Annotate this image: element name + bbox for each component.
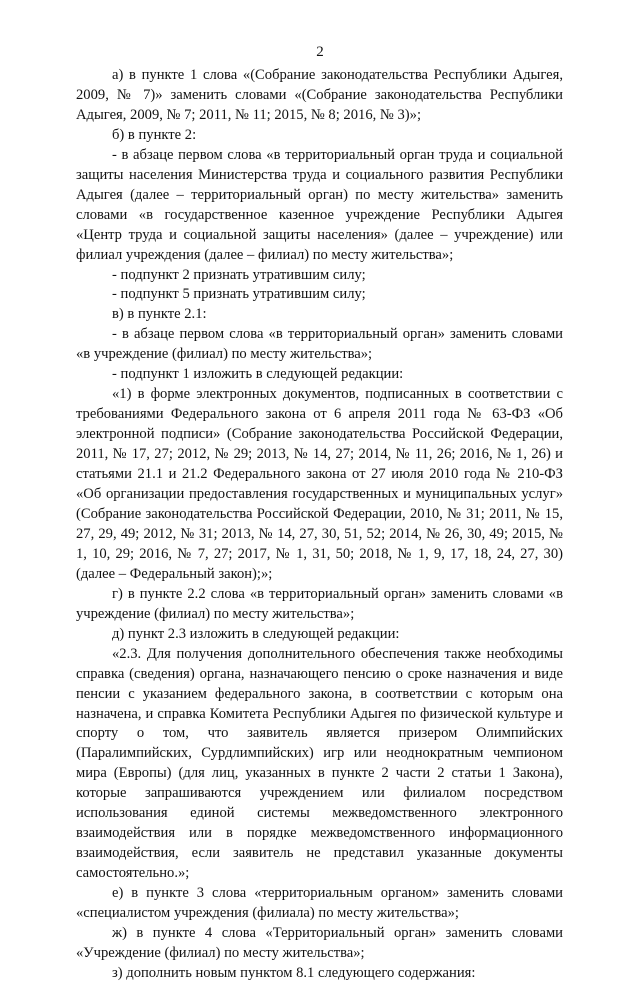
paragraph: - в абзаце первом слова «в территориальный орган труда и социальной защиты населения Министерства труда и социального развития Республики Адыгея (далее – территориальный орган) по месту жительства» заменить словами «в государственное казенное учреждение Республики Адыгея «Центр труда и социальной защиты населения» (далее – учреждение) или филиал учреждения (далее – филиал) по месту жительства»; <box>76 146 563 263</box>
paragraph: «2.3. Для получения дополнительного обеспечения также необходимы справка (сведения) органа, назначающего пенсию о сроке назначения и виде пенсии с указанием федерального закона, в соответствии с которым она назначена, и справка Комитета Республики Адыгея по физической культуре и спорту о том, что заявитель является призером Олимпийских (Паралимпийских, Сурдлимпийских) игр или неоднократным чемпионом мира (Европы) (для лиц, указанных в пункте 2 части 2 статьи 1 Закона), которые запрашиваются учреждением или филиалом посредством использования единой системы межведомственного электронного взаимодействия или в порядке межведомственного информационного взаимодействия, если заявитель не представил указанные документы самостоятельно.»; <box>76 645 563 882</box>
paragraph: ж) в пункте 4 слова «Территориальный орган» заменить словами «Учреждение (филиал) по месту жительства»; <box>76 924 563 961</box>
paragraph: - в абзаце первом слова «в территориальный орган» заменить словами «в учреждение (филиал) по месту жительства»; <box>76 326 563 363</box>
paragraph: в) в пункте 2.1: <box>112 306 207 323</box>
paragraph: - подпункт 5 признать утратившим силу; <box>112 286 366 303</box>
paragraph: г) в пункте 2.2 слова «в территориальный орган» заменить словами «в учреждение (филиал) по месту жительства»; <box>76 585 563 622</box>
paragraph: з) дополнить новым пунктом 8.1 следующего содержания: <box>112 964 476 981</box>
paragraph: - подпункт 2 признать утратившим силу; <box>112 266 366 283</box>
paragraph: е) в пункте 3 слова «территориальным органом» заменить словами «специалистом учреждения (филиала) по месту жительства»; <box>76 885 563 922</box>
paragraph: а) в пункте 1 слова «(Собрание законодательства Республики Адыгея, 2009, № 7)» заменить словами «(Собрание законодательства Республики Адыгея, 2009, № 7; 2011, № 11; 2015, № 8; 2016, № 3)»; <box>76 67 563 123</box>
paragraph: д) пункт 2.3 изложить в следующей редакции: <box>112 625 400 642</box>
paragraph: «1) в форме электронных документов, подписанных в соответствии с требованиями Федерального закона от 6 апреля 2011 года № 63-ФЗ «Об электронной подписи» (Собрание законодательства Российской Федерации, 2011, № 17, 27; 2012, № 29; 2013, № 14, 27; 2014, № 11, 26; 2016, № 1, 26) и статьями 21.1 и 21.2 Федерального закона от 27 июля 2010 года № 210-ФЗ «Об организации предоставления государственных и муниципальных услуг» (Собрание законодательства Российской Федерации, 2010, № 31; 2011, № 15, 27, 29, 49; 2012, № 31; 2013, № 14, 27, 30, 51, 52; 2014, № 26, 30, 49; 2015, № 1, 10, 29; 2016, № 7, 27; 2017, № 1, 31, 50; 2018, № 1, 9, 17, 18, 24, 27, 30) (далее – Федеральный закон);»; <box>76 386 563 582</box>
paragraph: б) в пункте 2: <box>112 126 197 143</box>
document-body <box>76 66 563 984</box>
paragraph: - подпункт 1 изложить в следующей редакции: <box>112 366 404 383</box>
page-number: 2 <box>316 44 324 60</box>
